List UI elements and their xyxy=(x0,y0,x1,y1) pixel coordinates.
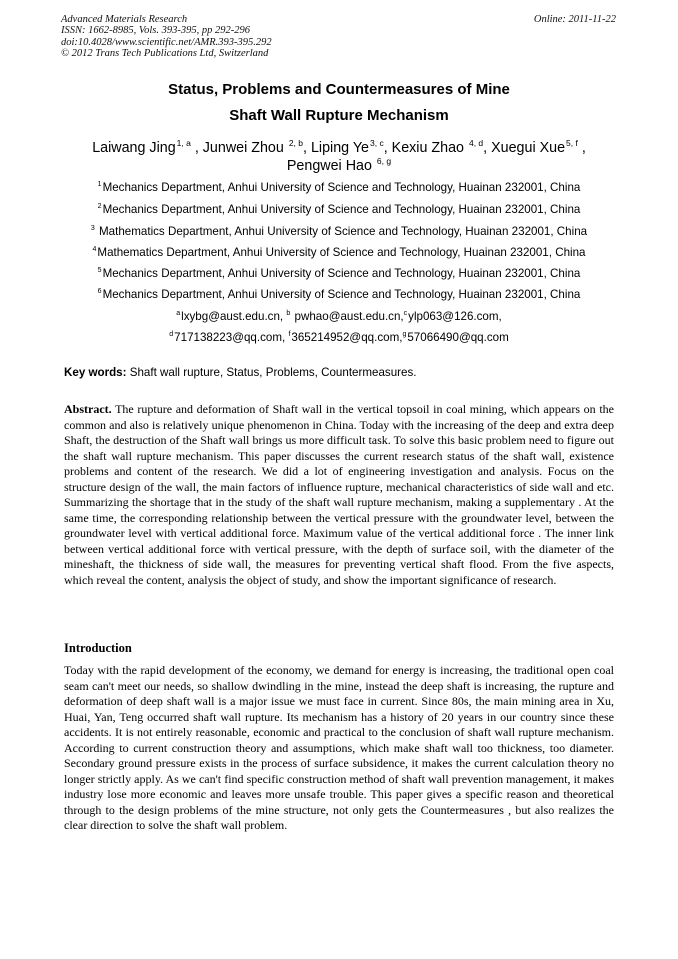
email-line: $^d$717138223@qq.com, $^f$365214952@qq.com,$^g$57066490@qq.com xyxy=(169,331,509,344)
copyright-line: © 2012 Trans Tech Publications Ltd, Switzerland xyxy=(61,48,269,60)
abstract-label: Abstract. xyxy=(64,402,112,416)
journal-name: Advanced Materials Research xyxy=(61,14,188,25)
author-name: Kexiu Zhao xyxy=(391,140,464,156)
affiliation: $^5$Mechanics Department, Anhui University of Science and Technology, Huainan 232001, China xyxy=(97,267,581,280)
email-address: 57066490@qq.com xyxy=(407,331,509,344)
keywords xyxy=(64,366,417,379)
keywords-label: Key words: xyxy=(64,366,127,379)
email-address: pwhao@aust.edu.cn, xyxy=(294,310,404,323)
author-name: Liping Ye xyxy=(310,140,369,156)
author-superscript: 6, g xyxy=(376,156,392,166)
author-name: Pengwei Hao xyxy=(286,158,372,174)
author-list-continued xyxy=(0,158,678,174)
affiliation: $^1$Mechanics Department, Anhui University of Science and Technology, Huainan 232001, China xyxy=(97,181,581,194)
affiliation: $^4$Mathematics Department, Anhui University of Science and Technology, Huainan 232001, China xyxy=(92,246,586,259)
author-superscript: 5, f xyxy=(566,138,578,148)
author-superscript: 1, a xyxy=(176,138,191,148)
author-name: Junwei Zhou xyxy=(202,140,284,156)
introduction-paragraph: Today with the rapid development of the economy, we demand for energy is increasing, the traditional open coal seam can't meet our needs, so shallow dwindling in the mine, instead the deep shaft is increasing, the rupture and deformation of deep shaft wall is a major issue we must face in current. Since 80s, the main mining area in Xu, Huai, Yan, Teng occurred shaft wall rupture. Its mechanism has a history of 20 years in our country since these accidents. It is not entirely reasonable, economic and practical to the conclusion of shaft wall rupture mechanism. According to current construction theory and assumptions, which make shaft wall too thickness, too diameter. Secondary ground pressure exists in the process of surface subsidence, it makes the current calculation theory no longer strictly apply. As we can't find specific construction method of shaft wall prevention management, it makes industry lose more economic and leaves more unsafe trouble. This paper gives a specific reason and theoretical through to the design problems of the mine structure, not only gets the Countermeasures , but also realizes the clear direction to solve the shaft wall problem. xyxy=(64,663,614,832)
email-address: 365214952@qq.com, xyxy=(291,331,403,344)
keywords-text: Shaft wall rupture, Status, Problems, Countermeasures. xyxy=(129,366,417,379)
author-superscript: 3, c xyxy=(370,138,384,148)
author-list: Laiwang Jing$^{1, a}$ , Junwei Zhou $^{2, b}$, Liping Ye$^{3, c}$, Kexiu Zhao $^{4, d}$, Xuegui Xue$^{5, f}$ , xyxy=(92,138,586,156)
doi-line: doi:10.4028/www.scientific.net/AMR.393-395.292 xyxy=(61,36,272,48)
issn-line: ISSN: 1662-8985, Vols. 393-395, pp 292-296 xyxy=(61,25,250,37)
author-superscript: 2, b xyxy=(288,138,303,148)
email-address: 717138223@qq.com, xyxy=(174,331,286,344)
email-line: $^a$lxybg@aust.edu.cn, $^b$ pwhao@aust.edu.cn,$^c$ylp063@126.com, xyxy=(176,310,502,323)
abstract xyxy=(64,402,614,588)
journal-header xyxy=(61,14,272,60)
section-heading-introduction: Introduction xyxy=(64,641,132,655)
affiliation: $^3$ Mathematics Department, Anhui University of Science and Technology, Huainan 232001, China xyxy=(90,225,588,238)
abstract-text: The rupture and deformation of Shaft wall in the vertical topsoil in coal mining, which appears on the common and also is relatively unique phenomenon in China. Today with the increasing of the deep and extra deep Shaft, the destruction of the Shaft wall brings us more difficult task. To solve this basic problem need to figure out the shaft wall rupture mechanism. This paper discusses the current research status of the shaft wall, existence problems and content of the research. We did a lot of engineering investigation and analysis. Focus on the structure design of the wall, the main factors of influence rupture, mechanical characteristics of side wall and etc. Summarizing the shortage that in the study of the shaft wall rupture mechanism, making a supplementary . At the same time, the corresponding relationship between the vertical pressure with the groundwater level, between the groundwater level with vertical additional force. Maximum value of the vertical additional force . The inner link between vertical additional force with vertical pressure, with the depth of surface soil, with the diameter of the mineshaft, the thickness of side wall, the measures for preventing vertical shaft flood. From the five aspects, which reveal the content, analysis the object of study, and show the important significance of research. xyxy=(64,402,614,587)
affiliation: $^6$Mechanics Department, Anhui University of Science and Technology, Huainan 232001, China xyxy=(97,288,581,301)
author-superscript: 4, d xyxy=(468,138,484,148)
paper-title-line-1: Status, Problems and Countermeasures of Mine xyxy=(168,81,510,98)
author-name: Xuegui Xue xyxy=(491,140,566,156)
email-address: lxybg@aust.edu.cn, xyxy=(181,310,284,323)
email-address: ylp063@126.com, xyxy=(408,310,502,323)
online-date: Online: 2011-11-22 xyxy=(533,14,616,25)
paper-title-line-2: Shaft Wall Rupture Mechanism xyxy=(229,107,449,124)
affiliation: $^2$Mechanics Department, Anhui University of Science and Technology, Huainan 232001, China xyxy=(97,203,581,216)
author-name: Laiwang Jing xyxy=(92,140,176,156)
